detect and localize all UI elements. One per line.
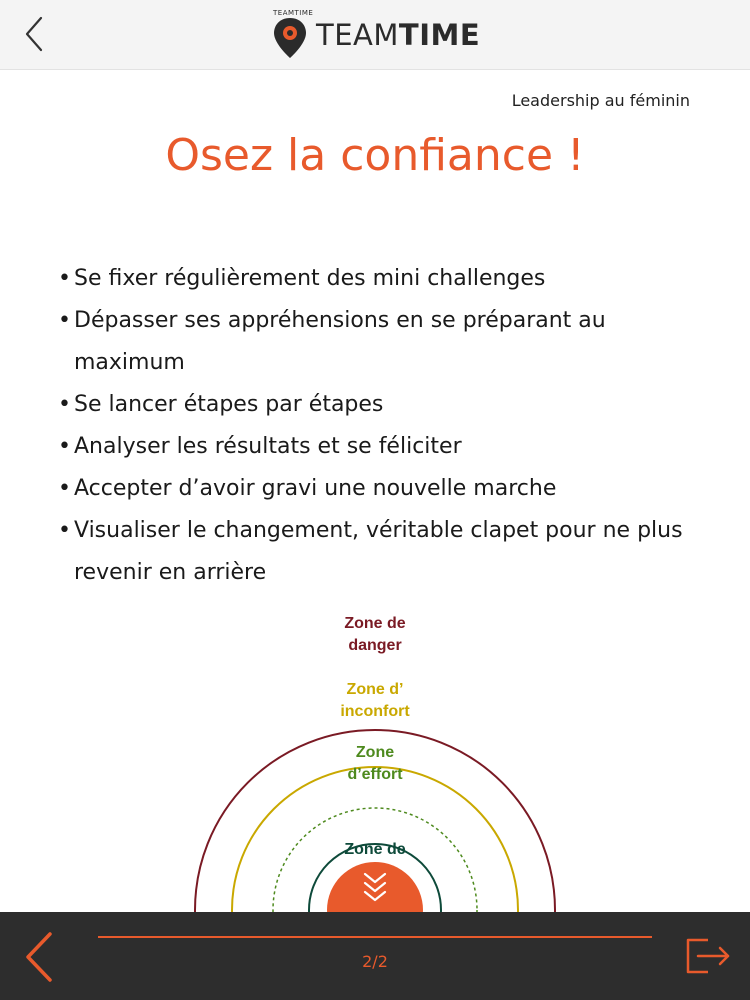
bottom-navigation-bar xyxy=(0,912,750,1000)
zone-danger-line2: danger xyxy=(348,637,402,654)
chevron-left-icon xyxy=(23,14,45,54)
back-button[interactable] xyxy=(14,14,54,54)
bullet-item: • Accepter d’avoir gravi une nouvelle marche xyxy=(58,468,698,510)
zone-discomfort-line1: Zone d’ xyxy=(346,681,404,698)
bullet-item: • Dépasser ses appréhensions en se préparant au maximum xyxy=(58,300,698,384)
zone-danger-label xyxy=(190,613,560,657)
zone-effort-line2: d’effort xyxy=(347,766,403,783)
page-indicator: 2/2 xyxy=(362,952,388,971)
slide-subtitle: Leadership au féminin xyxy=(511,91,690,110)
zone-effort-label xyxy=(190,742,560,786)
slide-title: Osez la confiance ! xyxy=(165,130,585,181)
bullet-item: • Se lancer étapes par étapes xyxy=(58,384,698,426)
teamtime-logo xyxy=(270,8,480,62)
logo-wordmark xyxy=(316,18,480,52)
bullet-item: • Se fixer régulièrement des mini challenges xyxy=(58,258,698,300)
zone-comfort-label xyxy=(190,839,560,861)
logo-text-time: TIME xyxy=(398,18,481,52)
exit-button[interactable] xyxy=(684,936,736,976)
logo-small-text: TEAMTIME xyxy=(273,9,314,17)
zone-discomfort-label xyxy=(190,679,560,723)
double-chevron-down-icon xyxy=(360,870,390,906)
zone-danger-line1: Zone de xyxy=(344,615,406,632)
zone-effort-line1: Zone xyxy=(355,744,395,761)
exit-icon xyxy=(684,936,736,976)
progress-bar xyxy=(98,936,652,938)
bullet-item: • Visualiser le changement, véritable clapet pour ne plus revenir en arrière xyxy=(58,510,698,594)
logo-text-team: TEAM xyxy=(316,18,399,52)
top-header xyxy=(0,0,750,70)
zone-comfort-line1: Zone de xyxy=(344,841,406,858)
bullet-item: • Analyser les résultats et se féliciter xyxy=(58,426,698,468)
bullet-list xyxy=(58,258,698,594)
zone-discomfort-line2: inconfort xyxy=(340,703,410,720)
